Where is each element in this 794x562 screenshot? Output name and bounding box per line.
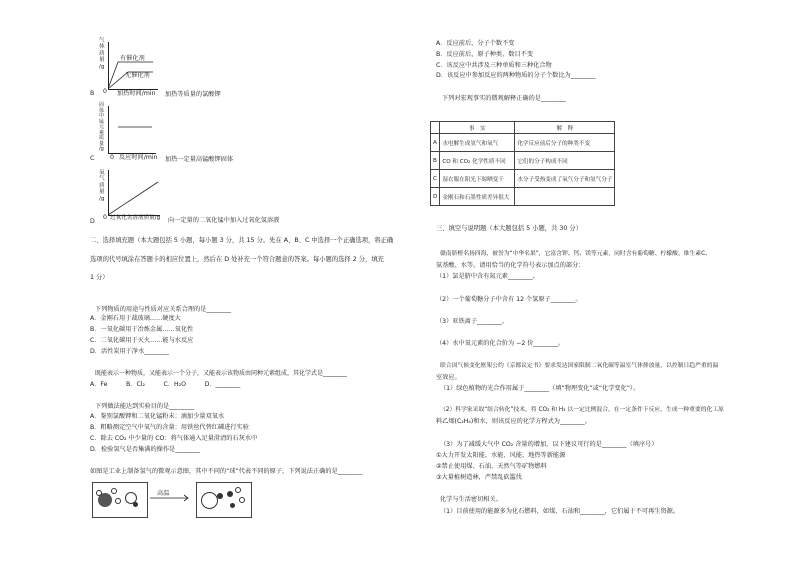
fill2-option-1: ①大力开发太阳能、水能、风能、地热等新能源 — [436, 452, 566, 459]
table-cell: 湿衣服在阳光下晾晒变干 — [440, 170, 515, 188]
q3-stem: 下列做法能达到实验目的是________ — [95, 403, 194, 410]
q1-option-d: D．活性炭用于净水________ — [90, 348, 170, 355]
q2-options: A．Fe B．Cl₂ C．H₂O D．________ — [90, 381, 241, 388]
fill1-item-3: （3）亚铁离子________。 — [436, 318, 508, 325]
small-atom — [133, 502, 138, 507]
chart-b-xlabel: 加热时间/min — [117, 90, 156, 97]
section-2-line-3: 1 分） — [90, 274, 109, 281]
fill2-item-2a: （2）科学家采取“组合转化”技术，将 CO₂ 和 H₂ 以一定比例混合，在一定条件下反应，生成一种重要的化工原 — [440, 407, 724, 413]
table-cell: CO 和 CO₂ 化学性质不同 — [440, 152, 515, 170]
fill2-intro-2: 室效应。 — [436, 374, 461, 381]
section-3-heading: 三、填空与说明题（本大题包括 5 小题，共 30 分） — [436, 225, 582, 232]
q5-stem: 下列对宏观事实的微观解释正确的是________ — [442, 95, 566, 102]
fill2-option-2: ②禁止使用煤、石油、天然气等矿物燃料 — [436, 463, 547, 470]
q1-stem: 下列物质的用途与性质对应关系合理的是________ — [95, 306, 232, 313]
table-header-row — [431, 122, 615, 134]
chart-b-ylabel: 气 体 质 量 /g — [99, 38, 105, 70]
q3-option-c: C．除去 CO₂ 中少量的 CO：将气体通入足量澄清的石灰水中 — [90, 435, 258, 442]
fill1-intro-1: 赣南脐橙名扬四海，被誉为“中华名果”，它富含钾、钙、镁等元素，同时含有葡萄糖、柠檬酸、维生素C、 — [440, 251, 711, 257]
reactants-box — [92, 482, 148, 518]
chart-d-origin: 0 — [103, 214, 107, 221]
chart-b-origin: 0 — [103, 88, 107, 95]
fill1-item-1: （1）氯是脐中含有氮元素________。 — [436, 273, 539, 280]
chart-b-curve-label-catalyst: 有催化剂 — [120, 55, 145, 62]
reaction-arrow — [150, 494, 192, 502]
table-row — [431, 170, 615, 188]
table-header: 解 释 — [515, 122, 615, 134]
q2-stem: 既能表示一种物质，又能表示一个分子，又能表示该物质由同种元素组成，其化学式是________ — [95, 370, 348, 377]
table-cell: D — [431, 188, 440, 206]
fill1-item-4: （4）水中氧元素的化合价为 −2 价________。 — [436, 340, 565, 347]
q4-option-c: C．该反应中共涉及三种单质和三种化合物 — [436, 62, 552, 69]
table-cell: 金刚石和石墨性质差异很大 — [440, 188, 515, 206]
section-2-line-2: 选项的代号填涂在答题卡的相应位置上，然后在 D 处补充一个符合题意的答案。每小题的选择 2 分，填充 — [90, 256, 384, 263]
table-cell: B — [431, 152, 440, 170]
chart-c-origin: 0 — [110, 154, 114, 161]
table-cell: C — [431, 170, 440, 188]
chart-d-xlabel: 过氧化氢溶液质量/g — [110, 215, 161, 221]
chart-d-line — [108, 170, 168, 216]
q4-option-b: B．反应前后，原子种类、数目不变 — [436, 51, 534, 58]
table-cell: A — [431, 134, 440, 152]
small-atom — [230, 503, 235, 508]
small-atom — [115, 498, 121, 504]
chart-c-line — [108, 106, 168, 154]
table-cell: 水分子受热变成了氧气分子和氢气分子 — [515, 170, 615, 188]
q4-option-a: A．反应前后，分子个数不变 — [436, 40, 515, 47]
fill3-intro: 化学与生活密切相关。 — [440, 496, 502, 503]
large-atom — [201, 492, 218, 509]
small-atom — [239, 497, 245, 503]
chart-b-caption: 加热等质量的氯酸钾 — [165, 91, 221, 98]
chart-c-ylabel: 固 体 中 锰 元 素 质 量 /g — [99, 102, 105, 152]
chart-c-xlabel: 反应时间/min — [119, 154, 158, 161]
small-atom — [96, 490, 102, 496]
q3-option-a: A．鉴别氯酸钾和二氧化锰粉末：滴加少量双氧水 — [90, 413, 225, 420]
small-atom — [235, 487, 241, 493]
fill2-intro-1: 联合国气候变化框架公约《京都议定书》要求发达国家限制二氧化碳等温室气体排放量，以控制日趋严重的温 — [440, 363, 719, 369]
section-2-line-1: 二、选择填充题（本大题包括 5 小题，每小题 3 分，共 15 分。先在 A、B、C 中选择一个正确选项，将正确 — [90, 237, 394, 244]
q1-option-c: C．二氧化碳用于灭火……能与水反应 — [90, 337, 194, 344]
table-row — [431, 152, 615, 170]
q4-option-d: D．该反应中参加反应的两种物质的分子个数比为________ — [436, 72, 596, 79]
q4-stem: 如图是工业上制备氢气的微观示意图，其中不同的“球”代表不同的原子，下列说法正确的是________ — [90, 468, 363, 475]
chart-c-option-letter: C — [90, 155, 95, 162]
fill2-item-2b: 料乙烯(C₂H₄)和水，则该反应的化学方程式为________。 — [436, 418, 591, 425]
fill2-option-3: ③大量植树造林，严禁乱砍滥伐 — [436, 474, 522, 481]
q3-option-b: B．粗略测定空气中氧气的含量：用铁丝代替红磷进行实验 — [90, 424, 249, 431]
fill3-item-1: （1）目前使用的能源多为化石燃料，如煤、石油和________，它们属于不可再生资源。 — [440, 508, 680, 515]
small-atom — [111, 488, 117, 494]
chart-d-option-letter: D — [90, 218, 95, 225]
small-atom — [227, 491, 233, 497]
fill2-item-1: （1）绿色植物的光合作用属于________（填“物理变化”或“化学变化”）。 — [440, 385, 640, 392]
q1-option-b: B．一氧化碳用于冶炼金属……氧化性 — [90, 326, 194, 333]
arrow-label: 高温 — [157, 490, 170, 497]
q1-option-a: A．金刚石用于裁玻璃……硬度大 — [90, 315, 181, 322]
chart-b-curve-label-no-catalyst: 无催化剂 — [125, 72, 150, 79]
fill1-item-2: （2）一个葡萄糖分子中含有 12 个氢原子________。 — [436, 296, 582, 303]
table-row — [431, 188, 615, 206]
chart-d-caption: 向一定量的二氧化锰中加入过氧化氢溶液 — [168, 217, 280, 224]
table-cell: 化学反应前后分子的种类不变 — [515, 134, 615, 152]
chart-b-option-letter: B — [90, 90, 95, 97]
table-row — [431, 134, 615, 152]
fill1-intro-2: 氨基酸、水等。请用恰当的化学符号表示加点的部分： — [436, 262, 585, 269]
table-cell: 水电解生成氢气和氧气 — [440, 134, 515, 152]
products-box — [196, 482, 252, 518]
q3-option-d: D．检验氢气是否集满的操作是________ — [90, 446, 200, 453]
chart-c-caption: 加热一定量高锰酸钾固体 — [165, 156, 234, 163]
table-cell — [515, 188, 615, 206]
small-atom — [217, 493, 223, 499]
table-cell: 它们的分子构成不同 — [515, 152, 615, 170]
facts-table — [430, 121, 615, 206]
chart-b-curves — [108, 42, 168, 90]
chart-d-ylabel: 氧 气 质 量 /g — [99, 170, 105, 202]
fill2-item-3: （3）为了减缓大气中 CO₂ 含量的增加，以下建议可行的是________（填序号） — [440, 441, 658, 448]
table-header: 事 实 — [440, 122, 515, 134]
